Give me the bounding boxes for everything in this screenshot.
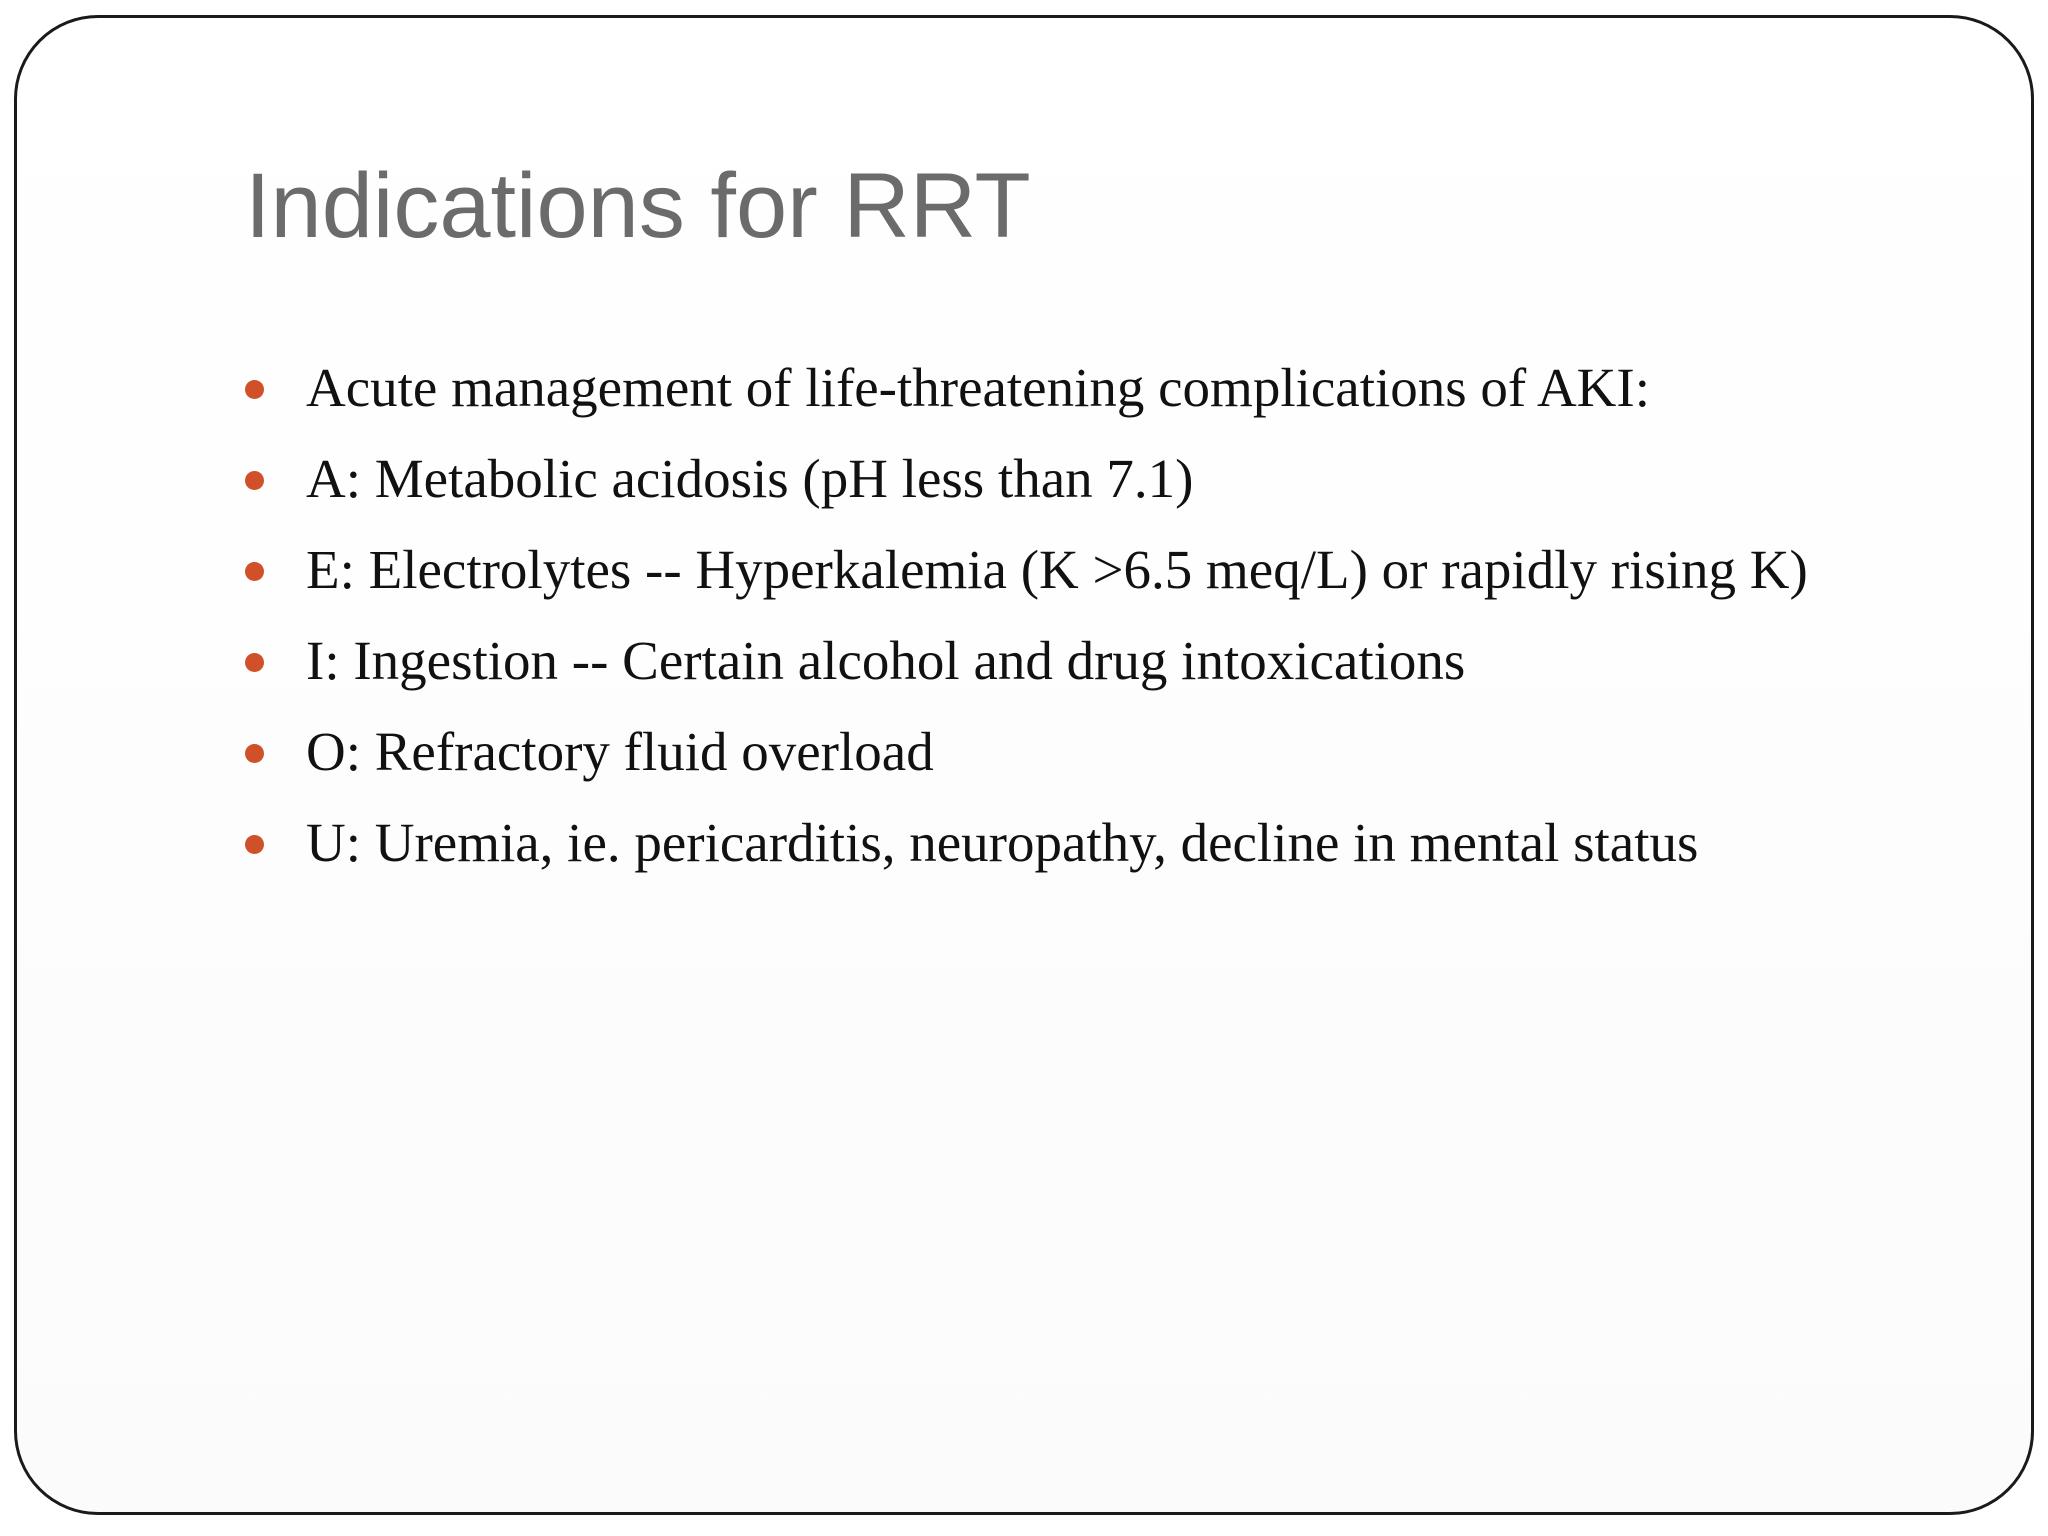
bullet-item: [245, 532, 1945, 608]
bullet-text: A: Metabolic acidosis (pH less than 7.1): [306, 448, 1194, 509]
bullet-text: I: Ingestion -- Certain alcohol and drug intoxications: [306, 630, 1466, 691]
bullet-list: [245, 350, 1945, 896]
bullet-item: [245, 805, 1945, 881]
bullet-dot-icon: [245, 744, 264, 763]
bullet-dot-icon: [245, 471, 264, 490]
bullet-text: E: Electrolytes -- Hyperkalemia (K >6.5 meq/L) or rapidly rising K): [306, 539, 1808, 600]
bullet-dot-icon: [245, 835, 264, 854]
bullet-text: U: Uremia, ie. pericarditis, neuropathy, decline in mental status: [306, 812, 1699, 873]
bullet-item: [245, 350, 1945, 426]
bullet-dot-icon: [245, 653, 264, 672]
bullet-dot-icon: [245, 380, 264, 399]
bullet-dot-icon: [245, 562, 264, 581]
bullet-item: [245, 441, 1945, 517]
bullet-text: Acute management of life-threatening complications of AKI:: [306, 357, 1650, 418]
bullet-text: O: Refractory fluid overload: [306, 721, 934, 782]
slide: [14, 15, 2034, 1515]
bullet-item: [245, 623, 1945, 699]
bullet-item: [245, 714, 1945, 790]
slide-title: Indications for RRT: [245, 155, 1031, 257]
